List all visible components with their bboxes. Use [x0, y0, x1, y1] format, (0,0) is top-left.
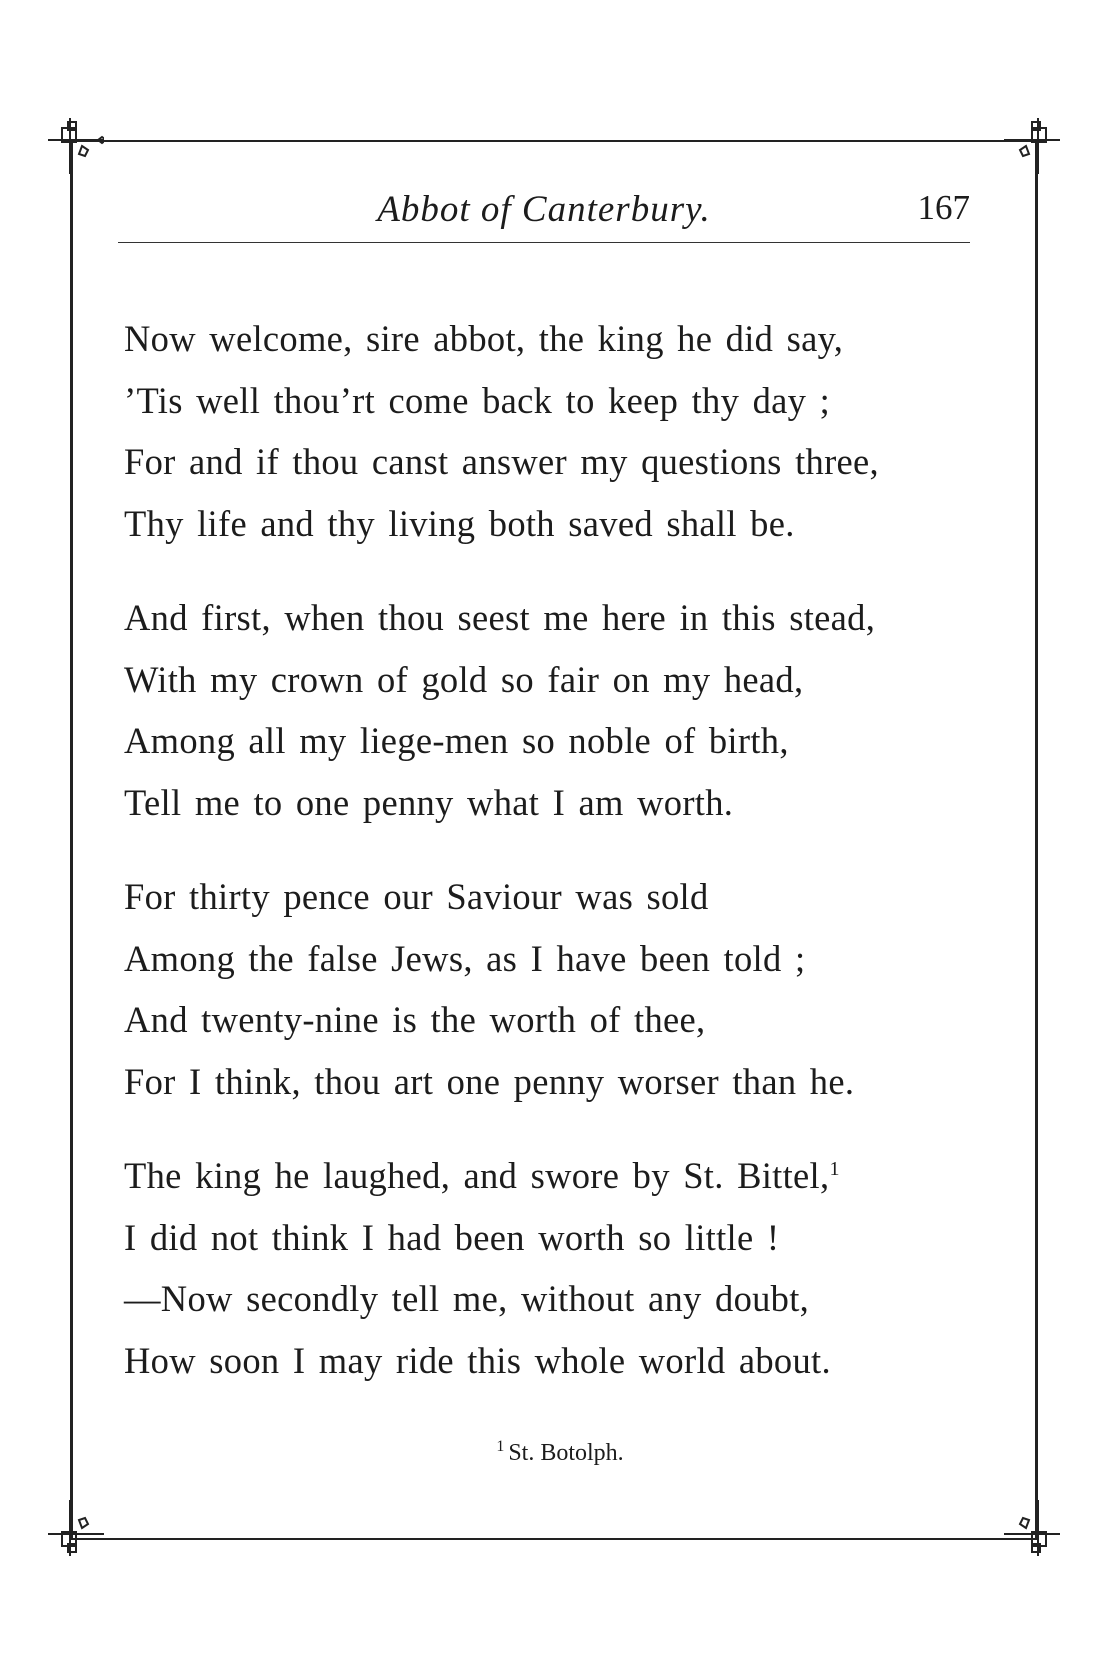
footnote-text: St. Botolph.: [508, 1440, 624, 1466]
poem-line: Thy life and thy living both saved shall be.: [124, 502, 795, 544]
footnote-marker: 1: [496, 1438, 505, 1455]
poem-line: —Now secondly tell me, without any doubt,: [124, 1278, 810, 1319]
running-title: Abbot of Canterbury.: [377, 189, 711, 230]
poem-line: Among the false Jews, as I have been told ;: [124, 937, 806, 979]
stanza-2: [124, 587, 1004, 833]
poem-line: Now welcome, sire abbot, the king he did say,: [124, 318, 844, 359]
corner-ornament-icon: [48, 1500, 104, 1556]
poem-line: And twenty-nine is the worth of thee,: [124, 999, 706, 1040]
poem-body: [124, 308, 1004, 1424]
poem-line: With my crown of gold so fair on my head,: [124, 658, 804, 700]
corner-ornament-icon: [1004, 1500, 1060, 1556]
corner-ornament-icon: [1004, 118, 1060, 174]
poem-line: Tell me to one penny what I am worth.: [124, 781, 734, 823]
page-header: [118, 188, 970, 243]
footnote-reference: 1: [829, 1157, 840, 1180]
stanza-3: [124, 866, 1004, 1112]
poem-line-with-footnote: [124, 1145, 1004, 1207]
poem-line: For I think, thou art one penny worser than he.: [124, 1060, 855, 1102]
footnote: [0, 1440, 1120, 1467]
corner-ornament-icon: [48, 118, 104, 174]
poem-line: ’Tis well thou’rt come back to keep thy day ;: [124, 379, 831, 421]
stanza-4: [124, 1145, 1004, 1391]
poem-line: Among all my liege-men so noble of birth,: [124, 720, 789, 761]
poem-line: How soon I may ride this whole world about.: [124, 1339, 831, 1381]
poem-line-text: The king he laughed, and swore by St. Bittel,: [124, 1155, 830, 1196]
page-number: 167: [917, 188, 970, 227]
poem-line: For thirty pence our Saviour was sold: [124, 876, 709, 917]
stanza-1: [124, 308, 1004, 554]
poem-line: I did not think I had been worth so little !: [124, 1216, 780, 1258]
poem-line: And first, when thou seest me here in this stead,: [124, 597, 876, 638]
poem-line: For and if thou canst answer my questions three,: [124, 441, 879, 482]
